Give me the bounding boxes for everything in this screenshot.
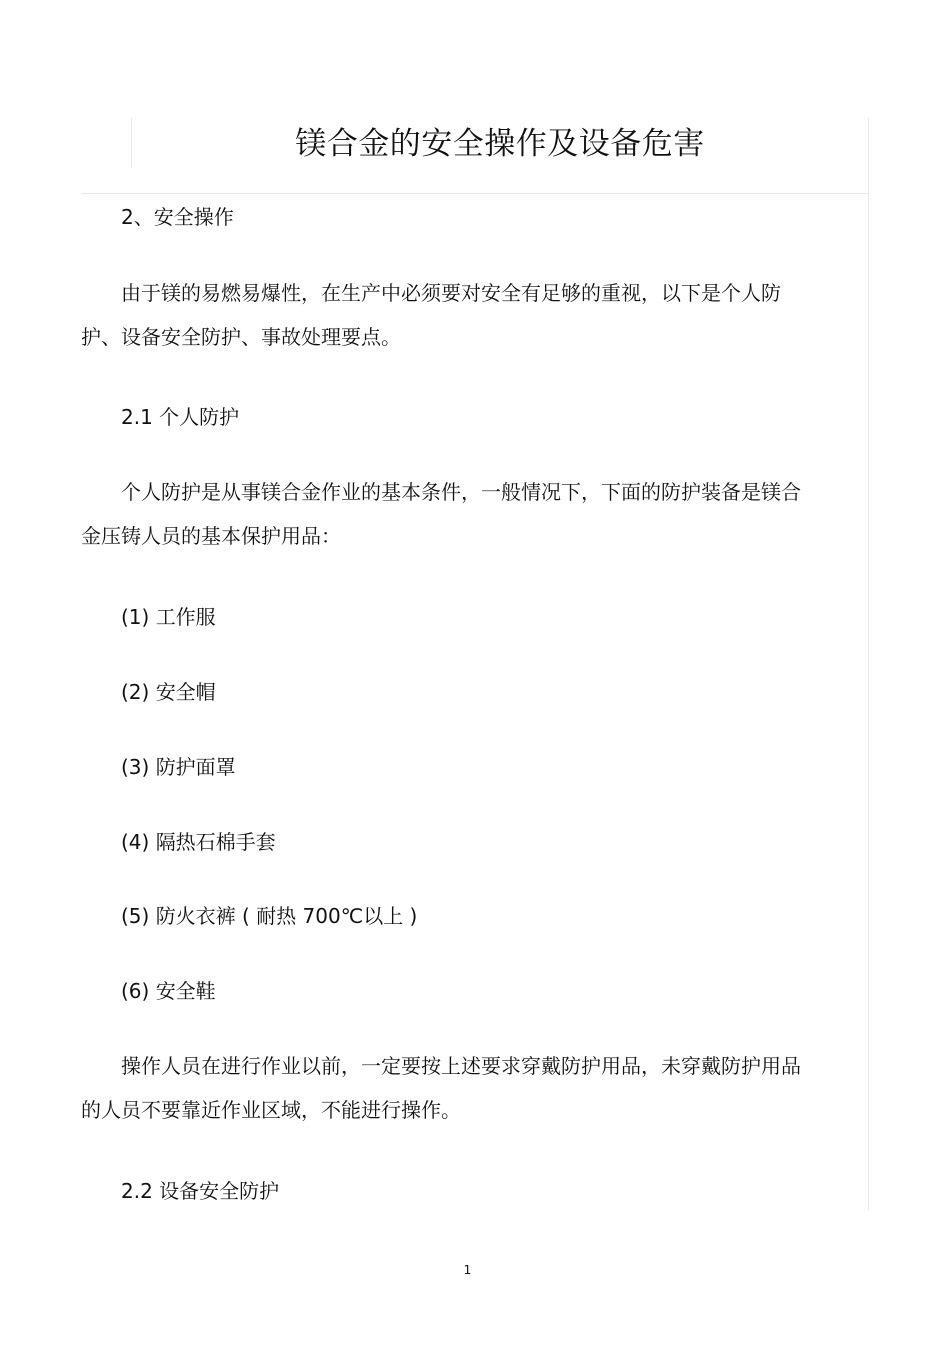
- intro-paragraph: 由于镁的易燃易爆性，在生产中必须要对安全有足够的重视，以下是个人防护、设备安全防护、事故处理要点。: [81, 281, 781, 349]
- section-heading-equipment-protection: 2.2 设备安全防护: [121, 1179, 280, 1203]
- frame-line-title-underline: [81, 193, 869, 194]
- list-item: (1) 工作服: [121, 605, 216, 629]
- list-item: (3) 防护面罩: [121, 755, 236, 779]
- section-heading-safety-operation: 2、安全操作: [121, 205, 234, 229]
- closing-paragraph: 操作人员在进行作业以前，一定要按上述要求穿戴防护用品，未穿戴防护用品的人员不要靠近作业区域，不能进行操作。: [81, 1054, 801, 1122]
- list-item: (6) 安全鞋: [121, 979, 216, 1003]
- page-number: 1: [463, 1263, 472, 1277]
- list-item: (4) 隔热石棉手套: [121, 830, 276, 854]
- document-title: 镁合金的安全操作及设备危害: [295, 126, 705, 162]
- personal-protection-paragraph: 个人防护是从事镁合金作业的基本条件，一般情况下，下面的防护装备是镁合金压铸人员的基本保护用品：: [81, 480, 801, 548]
- section-heading-personal-protection: 2.1 个人防护: [121, 405, 240, 429]
- list-item: (5) 防火衣裤 ( 耐热 700℃以上 ): [121, 904, 418, 928]
- frame-line-right: [868, 118, 869, 1210]
- list-item: (2) 安全帽: [121, 680, 216, 704]
